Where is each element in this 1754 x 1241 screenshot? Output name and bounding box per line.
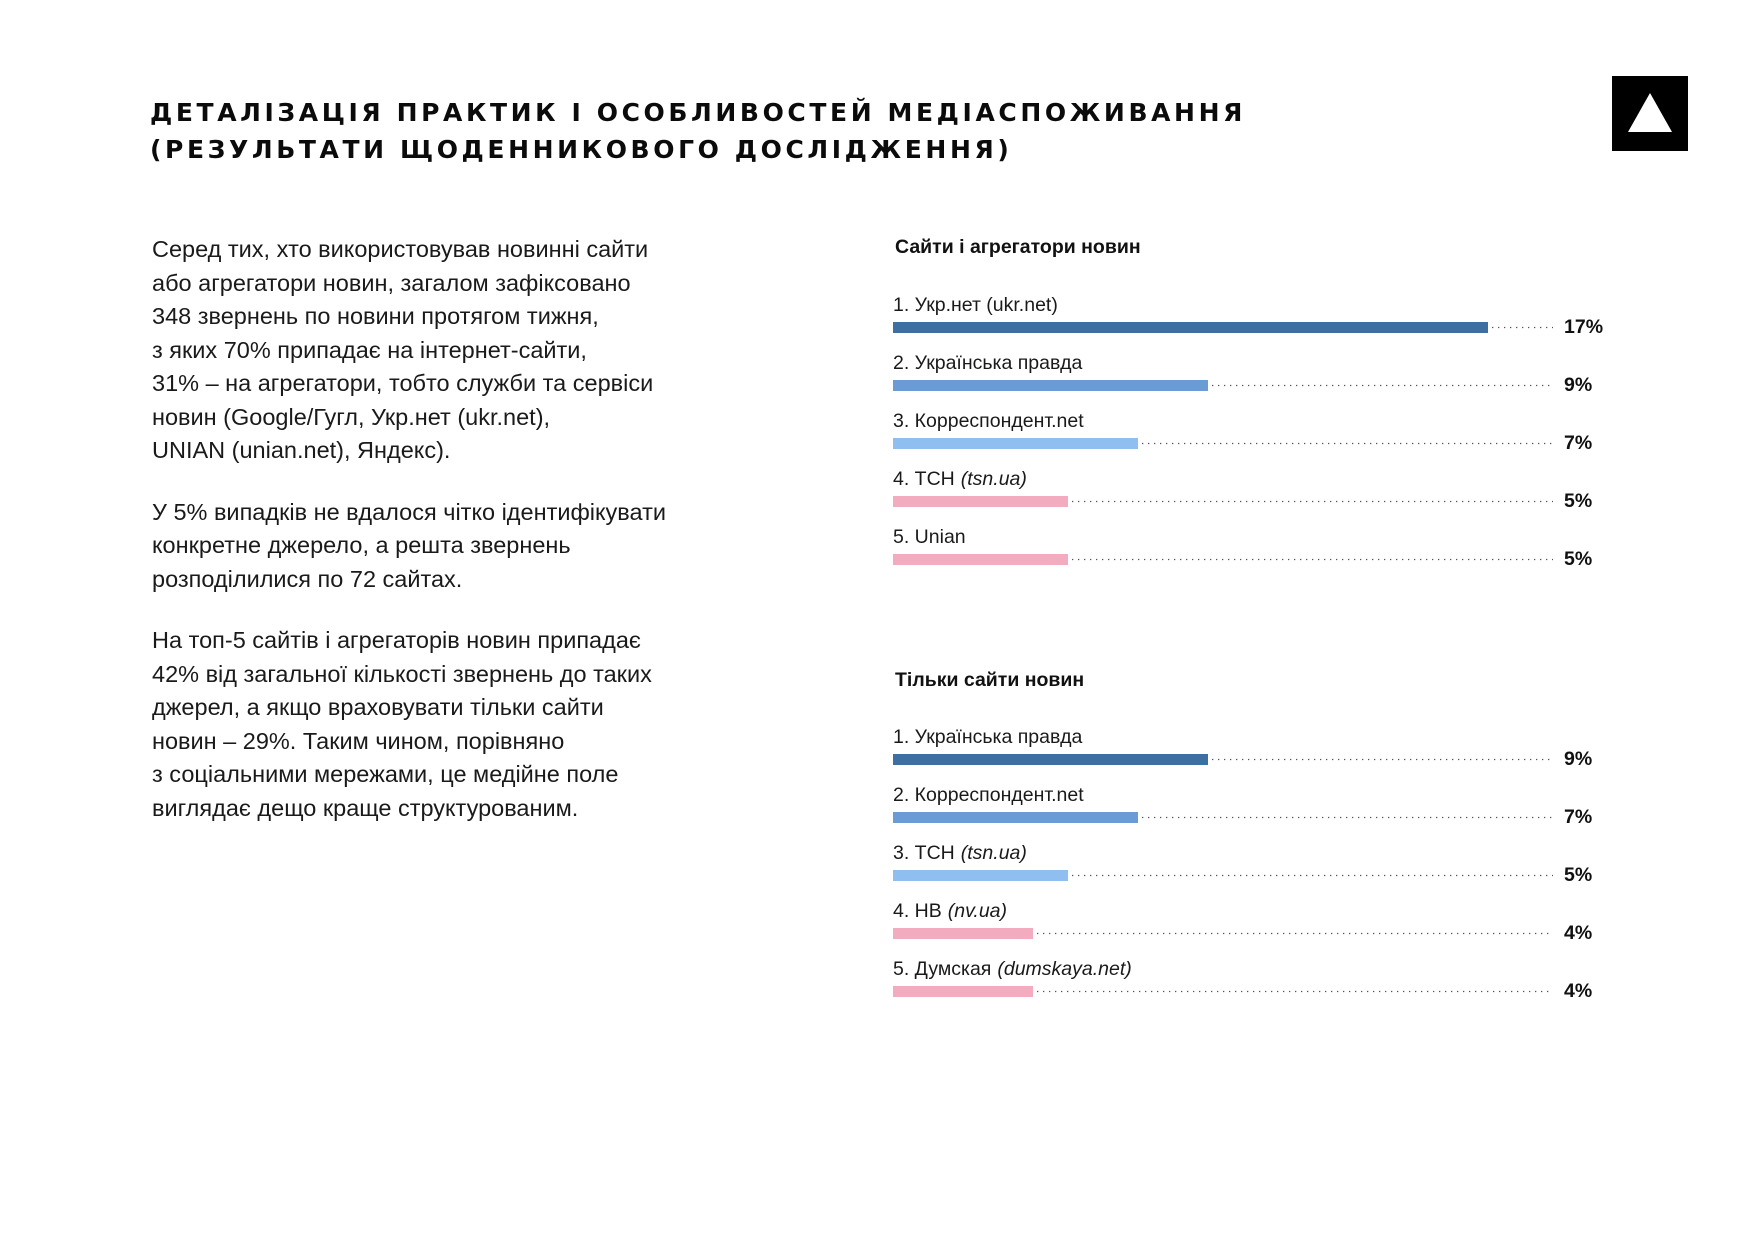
chart-2-label-5: 5. Думская (dumskaya.net) (893, 958, 1132, 980)
paragraph-line: з соціальними мережами, це медійне поле (152, 761, 619, 787)
chart-1-bar-3 (893, 438, 1138, 449)
chart-1-value-5: 5% (1564, 548, 1593, 570)
chart-2-bar-4 (893, 928, 1033, 939)
paragraph-line: UNIAN (unian.net), Яндекс). (152, 437, 451, 463)
page-title-line-2: (РЕЗУЛЬТАТИ ЩОДЕННИКОВОГО ДОСЛІДЖЕННЯ) (150, 135, 1013, 164)
chart-2-label-4: 4. НВ (nv.ua) (893, 900, 1008, 922)
chart-2-value-2: 7% (1564, 806, 1593, 828)
paragraph-line: 348 звернень по новини протягом тижня, (152, 303, 599, 329)
paragraph-line: виглядає дещо краще структурованим. (152, 794, 579, 821)
chart-1-title: Сайти і агрегатори новин (895, 236, 1141, 258)
paragraph-line: з яких 70% припадає на інтернет-сайти, (152, 336, 587, 363)
chart-2-title: Тільки сайти новин (895, 669, 1085, 691)
chart-1-value-3: 7% (1564, 432, 1593, 454)
chart-1-bar-2 (893, 380, 1208, 391)
chart-1-bar-4 (893, 496, 1068, 507)
chart-2-value-5: 4% (1564, 980, 1593, 1002)
chart-1-value-2: 9% (1564, 374, 1593, 396)
chart-1-label-4: 4. ТСН (tsn.ua) (893, 468, 1027, 490)
paragraph-line: новин (Google/Гугл, Укр.нет (ukr.net), (152, 403, 551, 430)
chart-1-bar-5 (893, 554, 1068, 565)
paragraph-line: Серед тих, хто використовував новинні сайти (152, 236, 649, 262)
chart-2-label-3: 3. ТСН (tsn.ua) (893, 842, 1027, 864)
chart-1-value-1: 17% (1564, 316, 1604, 338)
chart-1-label-2: 2. Українська правда (893, 352, 1083, 374)
paragraph-line: конкретне джерело, а решта звернень (152, 532, 571, 558)
paragraph-line: або агрегатори новин, загалом зафіксовано (152, 269, 631, 296)
paragraph-line: У 5% випадків не вдалося чітко ідентифікувати (152, 498, 666, 525)
chart-2-bar-3 (893, 870, 1068, 881)
paragraph-line: розподілилися по 72 сайтах. (152, 565, 463, 592)
paragraph-line: На топ-5 сайтів і агрегаторів новин припадає (152, 627, 641, 653)
chart-1-label-3: 3. Корреспондент.net (893, 410, 1084, 432)
chart-2-value-3: 5% (1564, 864, 1593, 886)
chart-1-label-1: 1. Укр.нет (ukr.net) (893, 294, 1058, 316)
chart-2-value-1: 9% (1564, 748, 1593, 770)
chart-2-label-1: 1. Українська правда (893, 726, 1083, 748)
paragraph-line: джерел, а якщо враховувати тільки сайти (152, 694, 604, 720)
chart-2-bar-2 (893, 812, 1138, 823)
paragraph-line: 42% від загальної кількості звернень до таких (152, 660, 652, 687)
paragraph-line: новин – 29%. Таким чином, порівняно (152, 727, 565, 754)
chart-2-bar-1 (893, 754, 1208, 765)
chart-2-bar-5 (893, 986, 1033, 997)
paragraph-line: 31% – на агрегатори, тобто служби та сервіси (152, 370, 654, 396)
chart-1-label-5: 5. Unian (893, 526, 966, 548)
page-title-line-1: ДЕТАЛІЗАЦІЯ ПРАКТИК І ОСОБЛИВОСТЕЙ МЕДІАСПОЖИВАННЯ (150, 98, 1246, 127)
chart-1-value-4: 5% (1564, 490, 1593, 512)
chart-2-label-2: 2. Корреспондент.net (893, 784, 1084, 806)
chart-2-value-4: 4% (1564, 922, 1593, 944)
chart-1-bar-1 (893, 322, 1488, 333)
